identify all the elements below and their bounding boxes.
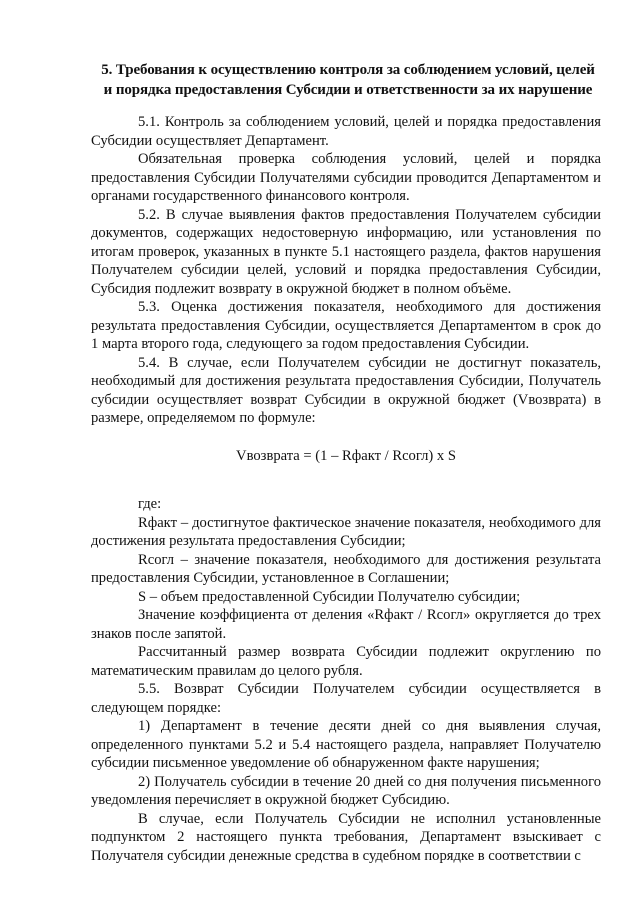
formula-where: где:: [138, 496, 162, 512]
paragraph-5-1-check: Обязательная проверка соблюдения условий, целей и порядка предоставления Субсидии Получателями субсидии проводится Департаментом и органами государственного финансового контроля.: [91, 151, 601, 204]
paragraph-5-5: 5.5. Возврат Субсидии Получателем субсидии осуществляется в следующем порядке:: [91, 681, 601, 716]
return-formula: Vвозврата = (1 – Rфакт / Rсогл) x S: [236, 447, 456, 464]
paragraph-enforcement: В случае, если Получатель Субсидии не исполнил установленные подпунктом 2 настоящего пункта требования, Департамент взыскивает с Получателя субсидии денежные средства в судебном порядке в соответствии с: [91, 810, 601, 864]
document-body: [91, 113, 601, 865]
definition-rsogl: Rсогл – значение показателя, необходимого для достижения результата предоставления Субсидии, установленное в Соглашении;: [91, 551, 601, 586]
paragraph-5-3: 5.3. Оценка достижения показателя, необходимого для достижения результата предоставления Субсидии, осуществляется Департаментом в срок до 1 марта второго года, следующего за годом предоставления Субсидии.: [91, 299, 601, 352]
coefficient-rounding: Значение коэффициента от деления «Rфакт / Rсогл» округляется до трех знаков после запятой.: [91, 607, 601, 642]
list-item-2: 2) Получатель субсидии в течение 20 дней со дня получения письменного уведомления перечисляет в окружной бюджет Субсидию.: [91, 773, 601, 808]
heading-line-1: 5. Требования к осуществлению контроля за соблюдением условий, целей: [101, 62, 595, 78]
section-heading: [85, 60, 611, 100]
paragraph-5-1: 5.1. Контроль за соблюдением условий, целей и порядка предоставления Субсидии осуществляет Департамент.: [91, 114, 601, 149]
definition-rfact: Rфакт – достигнутое фактическое значение показателя, необходимого для достижения результата предоставления Субсидии;: [91, 514, 601, 549]
amount-rounding: Рассчитанный размер возврата Субсидии подлежит округлению по математическим правилам до целого рубля.: [91, 644, 601, 679]
paragraph-5-2: 5.2. В случае выявления фактов предоставления Получателем субсидии документов, содержащих недостоверную информацию, или установления по итогам проверок, указанных в пункте 5.1 настоящего раздела, фактов нарушения Получателем субсидии целей, условий и порядка предоставления Субсидии, Субсидия подлежит возврату в окружной бюджет в полном объёме.: [91, 206, 601, 297]
paragraph-5-4: 5.4. В случае, если Получателем субсидии не достигнут показатель, необходимый для достижения результата предоставления Субсидии, Получатель субсидии осуществляет возврат Субсидии в окружной бюджет (Vвозврата) в размере, определяемом по формуле:: [91, 354, 601, 426]
definition-s: S – объем предоставленной Субсидии Получателю субсидии;: [138, 588, 521, 605]
heading-line-2: и порядка предоставления Субсидии и ответственности за их нарушение: [103, 82, 593, 98]
list-item-1: 1) Департамент в течение десяти дней со дня выявления случая, определенного пунктами 5.2 и 5.4 настоящего раздела, направляет Получателю субсидии письменное уведомление об обнаруженном факте нарушения;: [91, 718, 601, 771]
